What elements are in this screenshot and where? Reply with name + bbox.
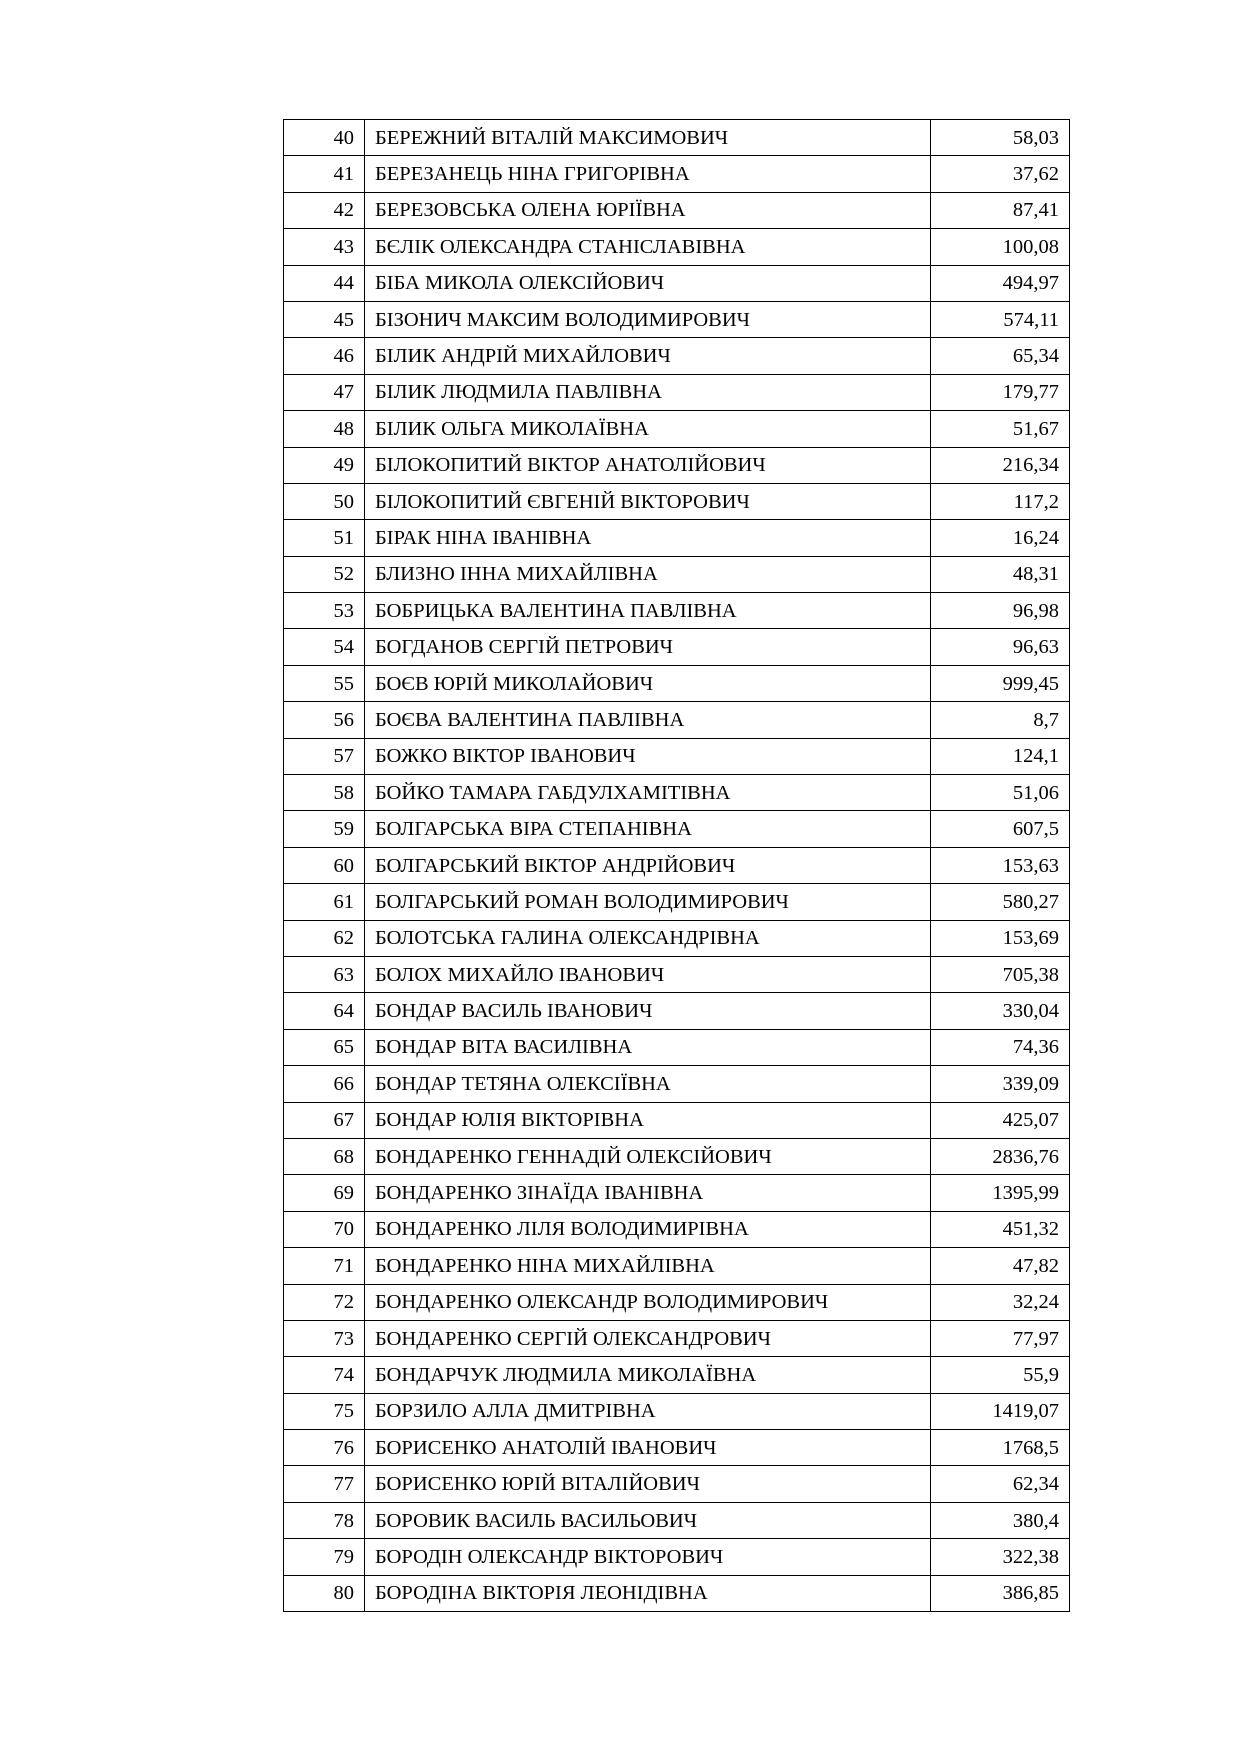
amount-cell: 153,69 — [931, 920, 1070, 956]
amount-cell: 117,2 — [931, 483, 1070, 519]
full-name-cell: БІЛОКОПИТИЙ ВІКТОР АНАТОЛІЙОВИЧ — [365, 447, 931, 483]
amount-cell: 705,38 — [931, 956, 1070, 992]
amount-cell: 47,82 — [931, 1248, 1070, 1284]
full-name-cell: БОНДАР ТЕТЯНА ОЛЕКСІЇВНА — [365, 1066, 931, 1102]
amount-cell: 386,85 — [931, 1575, 1070, 1611]
row-number-cell: 72 — [284, 1284, 365, 1320]
row-number-cell: 41 — [284, 156, 365, 192]
amount-cell: 96,98 — [931, 593, 1070, 629]
amount-cell: 607,5 — [931, 811, 1070, 847]
amount-cell: 999,45 — [931, 665, 1070, 701]
full-name-cell: БОНДАР ЮЛІЯ ВІКТОРІВНА — [365, 1102, 931, 1138]
table-row — [284, 1284, 1070, 1320]
full-name-cell: БОНДАРЕНКО ГЕННАДІЙ ОЛЕКСІЙОВИЧ — [365, 1138, 931, 1174]
row-number-cell: 68 — [284, 1138, 365, 1174]
row-number-cell: 44 — [284, 265, 365, 301]
row-number-cell: 48 — [284, 411, 365, 447]
amount-cell: 179,77 — [931, 374, 1070, 410]
full-name-cell: БОЙКО ТАМАРА ГАБДУЛХАМІТІВНА — [365, 775, 931, 811]
table-row — [284, 775, 1070, 811]
table-row — [284, 338, 1070, 374]
table-row — [284, 1175, 1070, 1211]
table-row — [284, 1502, 1070, 1538]
table-row — [284, 520, 1070, 556]
row-number-cell: 61 — [284, 884, 365, 920]
table-row — [284, 1320, 1070, 1356]
table-row — [284, 1102, 1070, 1138]
amount-cell: 425,07 — [931, 1102, 1070, 1138]
row-number-cell: 56 — [284, 702, 365, 738]
table-row — [284, 920, 1070, 956]
row-number-cell: 59 — [284, 811, 365, 847]
table-row — [284, 1539, 1070, 1575]
row-number-cell: 77 — [284, 1466, 365, 1502]
full-name-cell: БІЛОКОПИТИЙ ЄВГЕНІЙ ВІКТОРОВИЧ — [365, 483, 931, 519]
amount-cell: 62,34 — [931, 1466, 1070, 1502]
row-number-cell: 65 — [284, 1029, 365, 1065]
row-number-cell: 43 — [284, 229, 365, 265]
amount-cell: 580,27 — [931, 884, 1070, 920]
amount-cell: 48,31 — [931, 556, 1070, 592]
amount-cell: 1768,5 — [931, 1430, 1070, 1466]
row-number-cell: 55 — [284, 665, 365, 701]
amount-cell: 322,38 — [931, 1539, 1070, 1575]
row-number-cell: 63 — [284, 956, 365, 992]
row-number-cell: 64 — [284, 993, 365, 1029]
full-name-cell: БЕРЕЖНИЙ ВІТАЛІЙ МАКСИМОВИЧ — [365, 120, 931, 156]
table-row — [284, 1029, 1070, 1065]
row-number-cell: 78 — [284, 1502, 365, 1538]
table-row — [284, 593, 1070, 629]
amount-cell: 51,67 — [931, 411, 1070, 447]
full-name-cell: БОНДАРЕНКО НІНА МИХАЙЛІВНА — [365, 1248, 931, 1284]
table-row — [284, 1466, 1070, 1502]
row-number-cell: 70 — [284, 1211, 365, 1247]
row-number-cell: 46 — [284, 338, 365, 374]
full-name-cell: БЕРЕЗАНЕЦЬ НІНА ГРИГОРІВНА — [365, 156, 931, 192]
full-name-cell: БОРОВИК ВАСИЛЬ ВАСИЛЬОВИЧ — [365, 1502, 931, 1538]
full-name-cell: БОЖКО ВІКТОР ІВАНОВИЧ — [365, 738, 931, 774]
full-name-cell: БОЛГАРСЬКИЙ РОМАН ВОЛОДИМИРОВИЧ — [365, 884, 931, 920]
row-number-cell: 73 — [284, 1320, 365, 1356]
full-name-cell: БОБРИЦЬКА ВАЛЕНТИНА ПАВЛІВНА — [365, 593, 931, 629]
table-row — [284, 629, 1070, 665]
amount-cell: 16,24 — [931, 520, 1070, 556]
full-name-cell: БОРЗИЛО АЛЛА ДМИТРІВНА — [365, 1393, 931, 1429]
full-name-cell: БОНДАР ВАСИЛЬ ІВАНОВИЧ — [365, 993, 931, 1029]
table-row — [284, 1575, 1070, 1611]
amount-cell: 55,9 — [931, 1357, 1070, 1393]
table-row — [284, 120, 1070, 156]
amount-cell: 330,04 — [931, 993, 1070, 1029]
row-number-cell: 53 — [284, 593, 365, 629]
amount-cell: 58,03 — [931, 120, 1070, 156]
amount-cell: 380,4 — [931, 1502, 1070, 1538]
full-name-cell: БОРИСЕНКО ЮРІЙ ВІТАЛІЙОВИЧ — [365, 1466, 931, 1502]
amount-cell: 96,63 — [931, 629, 1070, 665]
full-name-cell: БОГДАНОВ СЕРГІЙ ПЕТРОВИЧ — [365, 629, 931, 665]
table-row — [284, 1393, 1070, 1429]
row-number-cell: 47 — [284, 374, 365, 410]
full-name-cell: БІРАК НІНА ІВАНІВНА — [365, 520, 931, 556]
table-row — [284, 301, 1070, 337]
row-number-cell: 76 — [284, 1430, 365, 1466]
table-row — [284, 1248, 1070, 1284]
amount-cell: 339,09 — [931, 1066, 1070, 1102]
full-name-cell: БІЛИК ОЛЬГА МИКОЛАЇВНА — [365, 411, 931, 447]
table-row — [284, 192, 1070, 228]
table-row — [284, 738, 1070, 774]
records-table-body — [284, 120, 1070, 1612]
table-row — [284, 702, 1070, 738]
records-table — [283, 119, 1070, 1612]
table-row — [284, 1138, 1070, 1174]
row-number-cell: 42 — [284, 192, 365, 228]
row-number-cell: 49 — [284, 447, 365, 483]
row-number-cell: 66 — [284, 1066, 365, 1102]
table-row — [284, 447, 1070, 483]
table-row — [284, 156, 1070, 192]
amount-cell: 494,97 — [931, 265, 1070, 301]
full-name-cell: БІЛИК АНДРІЙ МИХАЙЛОВИЧ — [365, 338, 931, 374]
amount-cell: 37,62 — [931, 156, 1070, 192]
row-number-cell: 58 — [284, 775, 365, 811]
full-name-cell: БІЛИК ЛЮДМИЛА ПАВЛІВНА — [365, 374, 931, 410]
table-row — [284, 483, 1070, 519]
amount-cell: 451,32 — [931, 1211, 1070, 1247]
full-name-cell: БОРИСЕНКО АНАТОЛІЙ ІВАНОВИЧ — [365, 1430, 931, 1466]
table-row — [284, 956, 1070, 992]
full-name-cell: БОЛОХ МИХАЙЛО ІВАНОВИЧ — [365, 956, 931, 992]
table-row — [284, 1357, 1070, 1393]
full-name-cell: БОРОДІНА ВІКТОРІЯ ЛЕОНІДІВНА — [365, 1575, 931, 1611]
full-name-cell: БОЛГАРСЬКА ВІРА СТЕПАНІВНА — [365, 811, 931, 847]
table-row — [284, 1211, 1070, 1247]
row-number-cell: 60 — [284, 847, 365, 883]
table-row — [284, 993, 1070, 1029]
table-row — [284, 411, 1070, 447]
amount-cell: 124,1 — [931, 738, 1070, 774]
amount-cell: 153,63 — [931, 847, 1070, 883]
amount-cell: 8,7 — [931, 702, 1070, 738]
amount-cell: 216,34 — [931, 447, 1070, 483]
row-number-cell: 71 — [284, 1248, 365, 1284]
row-number-cell: 79 — [284, 1539, 365, 1575]
row-number-cell: 54 — [284, 629, 365, 665]
table-row — [284, 556, 1070, 592]
row-number-cell: 67 — [284, 1102, 365, 1138]
full-name-cell: БІЗОНИЧ МАКСИМ ВОЛОДИМИРОВИЧ — [365, 301, 931, 337]
row-number-cell: 80 — [284, 1575, 365, 1611]
row-number-cell: 40 — [284, 120, 365, 156]
row-number-cell: 57 — [284, 738, 365, 774]
full-name-cell: БОЄВ ЮРІЙ МИКОЛАЙОВИЧ — [365, 665, 931, 701]
full-name-cell: БОЛГАРСЬКИЙ ВІКТОР АНДРІЙОВИЧ — [365, 847, 931, 883]
table-row — [284, 884, 1070, 920]
row-number-cell: 62 — [284, 920, 365, 956]
full-name-cell: БЕРЕЗОВСЬКА ОЛЕНА ЮРІЇВНА — [365, 192, 931, 228]
full-name-cell: БЛИЗНО ІННА МИХАЙЛІВНА — [365, 556, 931, 592]
table-row — [284, 811, 1070, 847]
amount-cell: 65,34 — [931, 338, 1070, 374]
full-name-cell: БОНДАР ВІТА ВАСИЛІВНА — [365, 1029, 931, 1065]
full-name-cell: БОРОДІН ОЛЕКСАНДР ВІКТОРОВИЧ — [365, 1539, 931, 1575]
table-row — [284, 265, 1070, 301]
row-number-cell: 69 — [284, 1175, 365, 1211]
full-name-cell: БОНДАРЕНКО ОЛЕКСАНДР ВОЛОДИМИРОВИЧ — [365, 1284, 931, 1320]
full-name-cell: БОНДАРЧУК ЛЮДМИЛА МИКОЛАЇВНА — [365, 1357, 931, 1393]
table-row — [284, 374, 1070, 410]
row-number-cell: 45 — [284, 301, 365, 337]
amount-cell: 87,41 — [931, 192, 1070, 228]
amount-cell: 2836,76 — [931, 1138, 1070, 1174]
table-row — [284, 847, 1070, 883]
amount-cell: 32,24 — [931, 1284, 1070, 1320]
amount-cell: 77,97 — [931, 1320, 1070, 1356]
amount-cell: 100,08 — [931, 229, 1070, 265]
amount-cell: 51,06 — [931, 775, 1070, 811]
full-name-cell: БОНДАРЕНКО ЛІЛЯ ВОЛОДИМИРІВНА — [365, 1211, 931, 1247]
table-row — [284, 665, 1070, 701]
row-number-cell: 75 — [284, 1393, 365, 1429]
full-name-cell: БОЄВА ВАЛЕНТИНА ПАВЛІВНА — [365, 702, 931, 738]
full-name-cell: БОНДАРЕНКО ЗІНАЇДА ІВАНІВНА — [365, 1175, 931, 1211]
amount-cell: 1395,99 — [931, 1175, 1070, 1211]
table-row — [284, 229, 1070, 265]
table-row — [284, 1430, 1070, 1466]
full-name-cell: БЄЛІК ОЛЕКСАНДРА СТАНІСЛАВІВНА — [365, 229, 931, 265]
row-number-cell: 74 — [284, 1357, 365, 1393]
row-number-cell: 51 — [284, 520, 365, 556]
full-name-cell: БОЛОТСЬКА ГАЛИНА ОЛЕКСАНДРІВНА — [365, 920, 931, 956]
full-name-cell: БОНДАРЕНКО СЕРГІЙ ОЛЕКСАНДРОВИЧ — [365, 1320, 931, 1356]
table-row — [284, 1066, 1070, 1102]
row-number-cell: 50 — [284, 483, 365, 519]
amount-cell: 574,11 — [931, 301, 1070, 337]
amount-cell: 1419,07 — [931, 1393, 1070, 1429]
amount-cell: 74,36 — [931, 1029, 1070, 1065]
full-name-cell: БІБА МИКОЛА ОЛЕКСІЙОВИЧ — [365, 265, 931, 301]
row-number-cell: 52 — [284, 556, 365, 592]
